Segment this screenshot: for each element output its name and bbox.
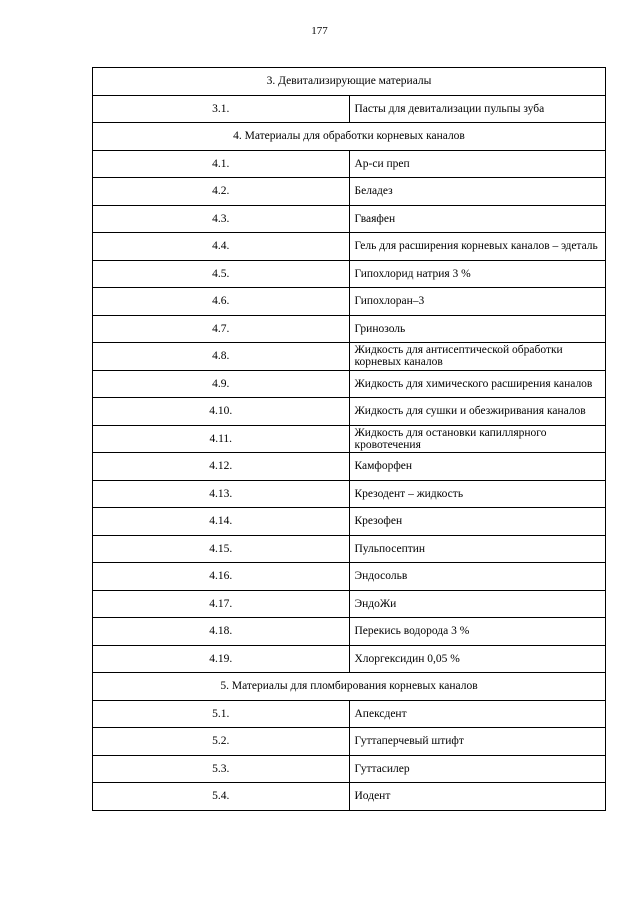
table-row bbox=[93, 343, 606, 371]
table-row bbox=[93, 150, 606, 178]
item-number: 4.14. bbox=[93, 508, 350, 536]
page-number: 177 bbox=[311, 25, 328, 37]
item-name: Гваяфен bbox=[349, 205, 606, 233]
item-number: 4.3. bbox=[93, 205, 350, 233]
table-row bbox=[93, 288, 606, 316]
table-row bbox=[93, 590, 606, 618]
item-name: Хлоргексидин 0,05 % bbox=[349, 645, 606, 673]
item-name: Гель для расширения корневых каналов – эдеталь bbox=[349, 233, 606, 261]
item-number: 4.9. bbox=[93, 370, 350, 398]
item-name: Крезофен bbox=[349, 508, 606, 536]
item-number: 4.2. bbox=[93, 178, 350, 206]
item-name: Гуттаперчевый штифт bbox=[349, 728, 606, 756]
item-number: 4.11. bbox=[93, 425, 350, 453]
item-number: 4.18. bbox=[93, 618, 350, 646]
table-row bbox=[93, 95, 606, 123]
table-row bbox=[93, 755, 606, 783]
table-row bbox=[93, 645, 606, 673]
table-row bbox=[93, 233, 606, 261]
item-name: Ар-си преп bbox=[349, 150, 606, 178]
table-row bbox=[93, 315, 606, 343]
item-name: ЭндоЖи bbox=[349, 590, 606, 618]
table-row bbox=[93, 425, 606, 453]
table-row bbox=[93, 535, 606, 563]
item-name: Гипохлоран–3 bbox=[349, 288, 606, 316]
item-number: 4.13. bbox=[93, 480, 350, 508]
item-name: Гипохлорид натрия 3 % bbox=[349, 260, 606, 288]
item-number: 4.17. bbox=[93, 590, 350, 618]
item-number: 5.2. bbox=[93, 728, 350, 756]
item-name: Жидкость для остановки капиллярного кровотечения bbox=[349, 425, 606, 453]
item-number: 4.6. bbox=[93, 288, 350, 316]
item-number: 5.3. bbox=[93, 755, 350, 783]
item-number: 4.7. bbox=[93, 315, 350, 343]
table-row bbox=[93, 370, 606, 398]
table-row bbox=[93, 783, 606, 811]
item-number: 4.19. bbox=[93, 645, 350, 673]
item-name: Эндосольв bbox=[349, 563, 606, 591]
item-number: 4.1. bbox=[93, 150, 350, 178]
item-name: Пасты для девитализации пульпы зуба bbox=[349, 95, 606, 123]
table-row bbox=[93, 728, 606, 756]
table-row bbox=[93, 205, 606, 233]
item-name: Беладез bbox=[349, 178, 606, 206]
item-number: 4.4. bbox=[93, 233, 350, 261]
item-number: 4.16. bbox=[93, 563, 350, 591]
section-title: 3. Девитализирующие материалы bbox=[93, 68, 606, 96]
item-name: Пульпосептин bbox=[349, 535, 606, 563]
item-number: 4.5. bbox=[93, 260, 350, 288]
section-header-row bbox=[93, 123, 606, 151]
item-number: 4.8. bbox=[93, 343, 350, 371]
table-row bbox=[93, 480, 606, 508]
table-row bbox=[93, 508, 606, 536]
materials-table bbox=[92, 67, 606, 811]
table-row bbox=[93, 563, 606, 591]
section-title: 4. Материалы для обработки корневых каналов bbox=[93, 123, 606, 151]
item-name: Апексдент bbox=[349, 700, 606, 728]
table-row bbox=[93, 260, 606, 288]
item-name: Гринозоль bbox=[349, 315, 606, 343]
section-header-row bbox=[93, 673, 606, 701]
table-row bbox=[93, 398, 606, 426]
item-name: Камфорфен bbox=[349, 453, 606, 481]
item-name: Гуттасилер bbox=[349, 755, 606, 783]
section-header-row bbox=[93, 68, 606, 96]
item-name: Перекись водорода 3 % bbox=[349, 618, 606, 646]
materials-table-body bbox=[93, 68, 606, 811]
item-number: 5.4. bbox=[93, 783, 350, 811]
table-row bbox=[93, 453, 606, 481]
item-number: 4.10. bbox=[93, 398, 350, 426]
table-row bbox=[93, 178, 606, 206]
item-name: Жидкость для антисептической обработки корневых каналов bbox=[349, 343, 606, 371]
item-number: 5.1. bbox=[93, 700, 350, 728]
item-name: Жидкость для сушки и обезжиривания каналов bbox=[349, 398, 606, 426]
item-name: Иодент bbox=[349, 783, 606, 811]
item-number: 4.15. bbox=[93, 535, 350, 563]
table-row bbox=[93, 618, 606, 646]
item-number: 4.12. bbox=[93, 453, 350, 481]
table-row bbox=[93, 700, 606, 728]
item-name: Жидкость для химического расширения каналов bbox=[349, 370, 606, 398]
section-title: 5. Материалы для пломбирования корневых каналов bbox=[93, 673, 606, 701]
item-name: Крезодент – жидкость bbox=[349, 480, 606, 508]
item-number: 3.1. bbox=[93, 95, 350, 123]
